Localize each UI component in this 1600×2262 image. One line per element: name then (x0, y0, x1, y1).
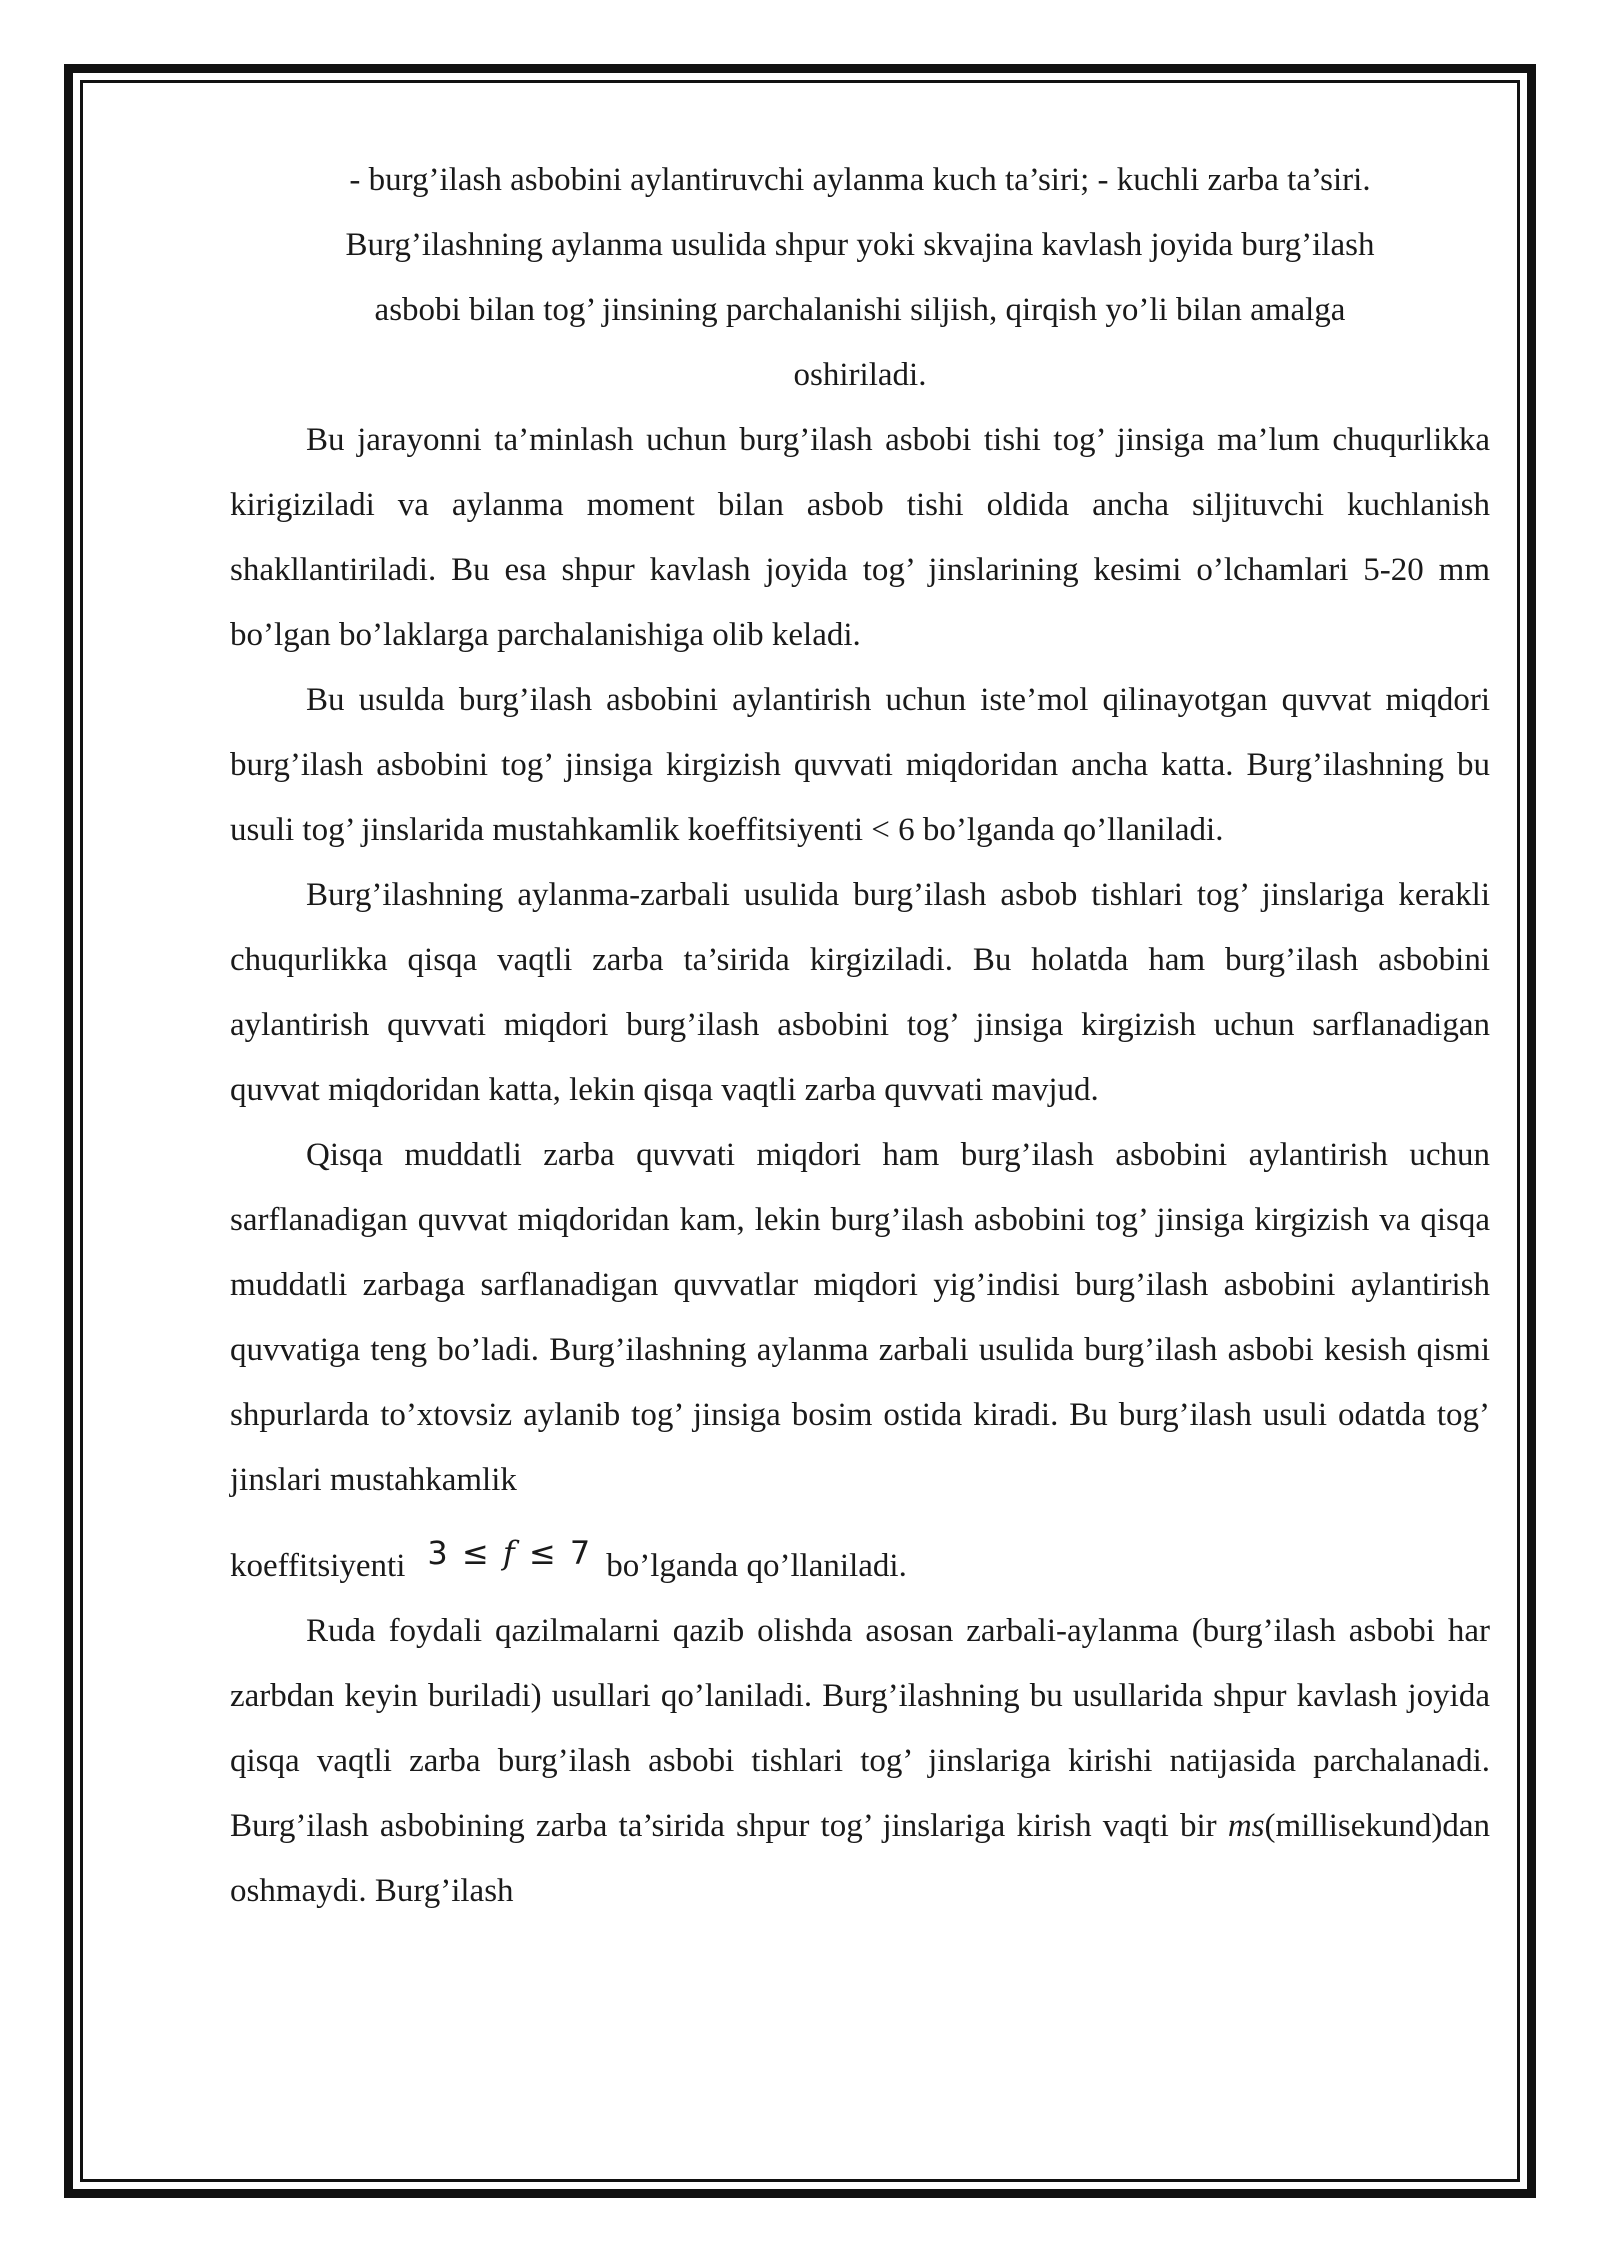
intro-line: Burg’ilashning aylanma usulida shpur yoki skvajina kavlash joyida burg’ilash (345, 227, 1375, 263)
document-body (230, 148, 1490, 1924)
formula-line-before: koeffitsiyenti (230, 1548, 406, 1584)
paragraph: Qisqa muddatli zarba quvvati miqdori ham burg’ilash asbobini aylantirish uchun sarflanadigan quvvat miqdoridan kam, lekin burg’ilash asbobini tog’ jinsiga kirgizish va qisqa muddatli zarbaga sarflanadigan quvvatlar miqdori yig’indisi burg’ilash asbobini aylantirish quvvatiga teng bo’ladi. Burg’ilashning aylanma zarbali usulida burg’ilash asbobi kesish qismi shpurlarda to’xtovsiz aylanib tog’ jinsiga bosim ostida kiradi. Bu burg’ilash usuli odatda tog’ jinslari mustahkamlik (230, 1137, 1490, 1498)
last-paragraph-text: Ruda foydali qazilmalarni qazib olishda asosan zarbali-aylanma (burg’ilash asbobi har zarbdan keyin buriladi) usullari qo’laniladi. Burg’ilashning bu usullarida shpur kavlash joyida qisqa vaqtli zarba burg’ilash asbobi tishlari tog’ jinslariga kirishi natijasida parchalanadi. Burg’ilash asbobining zarba ta’sirida shpur tog’ jinslariga kirish vaqti bir (230, 1613, 1490, 1844)
formula-line (230, 1521, 1490, 1599)
paragraph: Bu jarayonni ta’minlash uchun burg’ilash asbobi tishi tog’ jinsiga ma’lum chuqurlikka kirigiziladi va aylanma moment bilan asbob tishi oldida ancha siljituvchi kuchlanish shakllantiriladi. Bu esa shpur kavlash joyida tog’ jinslarining kesimi o’lchamlari 5-20 mm bo’lgan bo’laklarga parchalanishiga olib keladi. (230, 422, 1490, 653)
paragraph-last (230, 1599, 1490, 1924)
intro-line: asbobi bilan tog’ jinsining parchalanishi siljish, qirqish yo’li bilan amalga (374, 292, 1346, 328)
paragraph: Burg’ilashning aylanma-zarbali usulida burg’ilash asbob tishlari tog’ jinslariga kerakli chuqurlikka qisqa vaqtli zarba ta’sirida kirgiziladi. Bu holatda ham burg’ilash asbobini aylantirish quvvati miqdori burg’ilash asbobini tog’ jinsiga kirgizish uchun sarflanadigan quvvat miqdoridan katta, lekin qisqa vaqtli zarba quvvati mavjud. (230, 877, 1490, 1108)
last-paragraph-tail: (millisekund)dan oshmaydi. Burg’ilash (230, 1808, 1490, 1909)
intro-line: oshiriladi. (793, 357, 927, 393)
formula-line-after: bo’lganda qo’llaniladi. (606, 1548, 907, 1584)
paragraph: Bu usulda burg’ilash asbobini aylantirish uchun iste’mol qilinayotgan quvvat miqdori burg’ilash asbobini tog’ jinsiga kirgizish quvvati miqdoridan ancha katta. Burg’ilashning bu usuli tog’ jinslarida mustahkamlik koeffitsiyenti < 6 bo’lganda qo’llaniladi. (230, 682, 1490, 848)
formula-right: ≤ 7 (516, 1534, 593, 1572)
intro-block (230, 148, 1490, 408)
unit-ms: ms (1227, 1808, 1265, 1844)
intro-line: - burg’ilash asbobini aylantiruvchi aylanma kuch ta’siri; - kuchli zarba ta’siri. (349, 162, 1371, 198)
formula-variable: f (502, 1534, 517, 1572)
formula-left: 3 ≤ (427, 1534, 503, 1572)
inequality-formula (427, 1521, 592, 1586)
